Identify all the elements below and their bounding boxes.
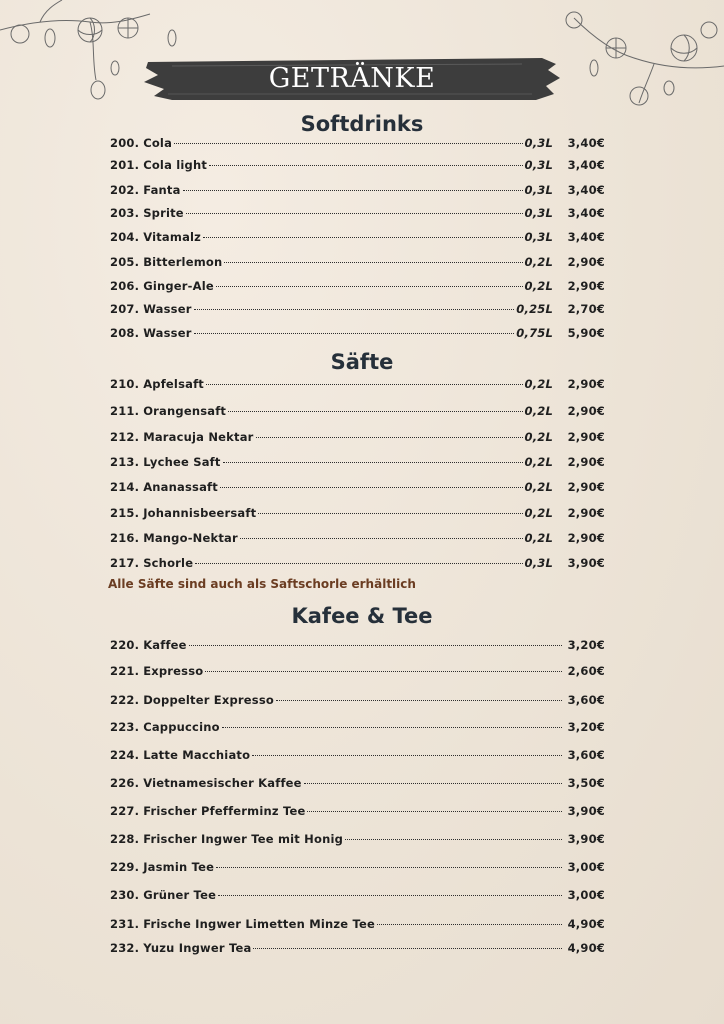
list-item: 201. Cola light 0,3L 3,40€ [110,158,605,172]
list-item: 204. Vitamalz 0,3L 3,40€ [110,230,605,244]
list-item: 227. Frischer Pfefferminz Tee 3,90€ [110,804,605,818]
list-item: 211. Orangensaft 0,2L 2,90€ [110,404,605,418]
list-item: 230. Grüner Tee 3,00€ [110,888,605,902]
list-item: 226. Vietnamesischer Kaffee 3,50€ [110,776,605,790]
list-item: 224. Latte Macchiato 3,60€ [110,748,605,762]
list-item: 220. Kaffee 3,20€ [110,638,605,652]
list-item: 213. Lychee Saft 0,2L 2,90€ [110,455,605,469]
list-item: 215. Johannisbeersaft 0,2L 2,90€ [110,506,605,520]
list-item: 207. Wasser 0,25L 2,70€ [110,302,605,316]
list-item: 206. Ginger-Ale 0,2L 2,90€ [110,279,605,293]
list-item: 203. Sprite 0,3L 3,40€ [110,206,605,220]
list-item: 222. Doppelter Expresso 3,60€ [110,693,605,707]
blossom-branch-right-icon [534,8,724,118]
list-item: 216. Mango-Nektar 0,2L 2,90€ [110,531,605,545]
section-title-softdrinks: Softdrinks [300,112,424,136]
list-item: 212. Maracuja Nektar 0,2L 2,90€ [110,430,605,444]
list-item: 221. Expresso 2,60€ [110,664,605,678]
list-item: 223. Cappuccino 3,20€ [110,720,605,734]
section-title-kaffee-tee: Kafee & Tee [291,604,433,628]
saefte-note: Alle Säfte sind auch als Saftschorle erhältlich [108,577,416,591]
list-item: 208. Wasser 0,75L 5,90€ [110,326,605,340]
list-item: 232. Yuzu Ingwer Tea 4,90€ [110,941,605,955]
header-banner [142,56,562,102]
list-item: 202. Fanta 0,3L 3,40€ [110,183,605,197]
list-item: 214. Ananassaft 0,2L 2,90€ [110,480,605,494]
list-item: 229. Jasmin Tee 3,00€ [110,860,605,874]
list-item: 228. Frischer Ingwer Tee mit Honig 3,90€ [110,832,605,846]
list-item: 200. Cola 0,3L 3,40€ [110,136,605,150]
section-title-saefte: Säfte [330,350,394,374]
list-item: 217. Schorle 0,3L 3,90€ [110,556,605,570]
list-item: 210. Apfelsaft 0,2L 2,90€ [110,377,605,391]
page-title: GETRÄNKE [268,63,436,94]
list-item: 231. Frische Ingwer Limetten Minze Tee 4,90€ [110,917,605,931]
list-item: 205. Bitterlemon 0,2L 2,90€ [110,255,605,269]
